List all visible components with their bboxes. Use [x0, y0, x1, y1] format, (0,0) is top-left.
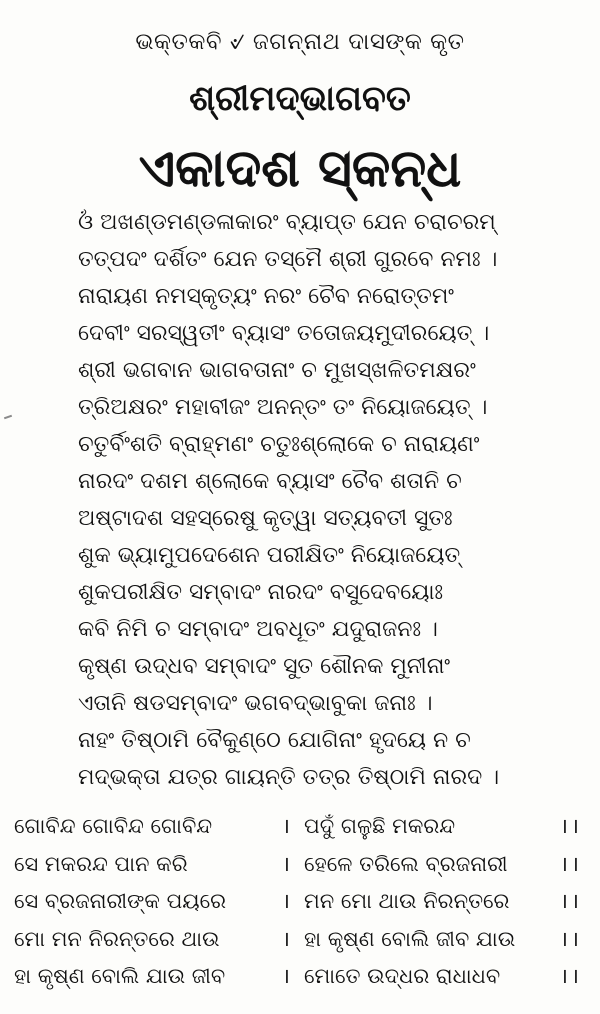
shloka-line: ଏତାନି ଷଡସମ୍ବାଦଂ ଭଗବଦ୍ଭାବୁକା ଜନାଃ । — [78, 691, 433, 716]
odia-verse-block — [0, 808, 600, 996]
shloka-line: ମଦ୍ଭକ୍ତା ଯତ୍ର ଗାୟନ୍ତି ତତ୍ର ତିଷ୍ଠାମି ନାରଦ । — [78, 765, 500, 790]
verse-first-half: ସେ ବ୍ରଜନାରୀଙ୍କ ପୟରେ — [14, 889, 227, 913]
verse-end-mark: ।। — [560, 964, 582, 988]
verse-first-half: ହା କୃଷ୍ଣ ବୋଲି ଯାଉ ଜୀବ — [14, 964, 226, 988]
verse-separator: । — [282, 814, 290, 838]
verse-end-mark: ।। — [560, 851, 582, 876]
verse-second-half: ମୋତେ ଉଦ୍ଧର ରାଧାଧବ — [304, 964, 501, 988]
verse-end-mark: ।। — [560, 889, 582, 913]
verse-second-half: ହେଳେ ତରିଲେ ବ୍ରଜନାରୀ — [304, 851, 508, 876]
shloka-line: ଚତୁର୍ବିଂଶତି ବ୍ରାହ୍ମଣଂ ଚତୁଃଶ୍ଲୋକେ ଚ ନାରାୟଣଂ — [78, 432, 480, 457]
verse-separator: । — [282, 964, 290, 988]
verse-row — [0, 808, 600, 846]
verse-separator: । — [282, 926, 290, 951]
verse-end-mark: ।। — [560, 814, 582, 838]
verse-second-half: ମନ ମୋ ଥାଉ ନିରନ୍ତରେ — [304, 889, 510, 913]
shloka-line: ଓଁ ଅଖଣ୍ଡମଣ୍ଡଳାକାରଂ ବ୍ୟାପ୍ତ ଯେନ ଚରାଚରମ୍ — [78, 210, 496, 235]
shloka-line: ନାରଦଂ ଦଶମ ଶ୍ଲୋକେ ବ୍ୟାସଂ ଚୈବ ଶତାନି ଚ — [78, 469, 462, 494]
shloka-line: ନାରାୟଣ ନମସ୍କୃତ୍ୟଂ ନରଂ ଚୈବ ନରୋତ୍ତମଂ — [78, 284, 454, 309]
shloka-line: ଶ୍ରୀ ଭଗବାନ ଭାଗବତାନାଂ ଚ ମୁଖସ୍ଖଳିତମକ୍ଷରଂ — [78, 358, 476, 383]
verse-first-half: ଗୋବିନ୍ଦ ଗୋବିନ୍ଦ ଗୋବିନ୍ଦ — [14, 814, 213, 838]
verse-separator: । — [282, 889, 290, 913]
shloka-line: ଶୁକ ଭ୍ୟାମୁପଦେଶେନ ପରୀକ୍ଷିତଂ ନିୟୋଜୟେତ୍ — [78, 543, 461, 568]
verse-row — [0, 883, 600, 921]
shloka-line: କବି ନିମି ଚ ସମ୍ବାଦଂ ଅବଧୂତଂ ଯଦୁରାଜନଃ । — [78, 617, 438, 642]
shloka-line: ନାହଂ ତିଷ୍ଠାମି ବୈକୁଣ୍ଠେ ଯୋଗିନାଂ ହୃଦୟେ ନ ଚ — [78, 728, 471, 753]
scan-edge-mark — [4, 415, 12, 420]
shloka-line: ଦେବୀଂ ସରସ୍ୱତୀଂ ବ୍ୟାସଂ ତତୋଜୟମୁଦୀରୟେତ୍ । — [78, 321, 490, 346]
book-title: ଶ୍ରୀମଦ୍ଭାଗବତ — [189, 79, 411, 119]
verse-separator: । — [282, 851, 290, 876]
shloka-line: ତତ୍ପଦଂ ଦର୍ଶିତଂ ଯେନ ତସ୍ମୈ ଶ୍ରୀ ଗୁରବେ ନମଃ । — [78, 247, 498, 272]
verse-second-half: ହା କୃଷ୍ଣ ବୋଲି ଜୀବ ଯାଉ — [304, 926, 516, 951]
verse-second-half: ପଦୁଁ ଗଳୁଛି ମକରନ୍ଦ — [304, 814, 456, 838]
verse-row — [0, 846, 600, 884]
sanskrit-shloka-block — [78, 204, 578, 796]
verse-first-half: ମୋ ମନ ନିରନ୍ତରେ ଥାଉ — [14, 926, 220, 951]
section-title: ଏକାଦଶ ସ୍କନ୍ଧ — [138, 139, 462, 199]
verse-row — [0, 958, 600, 996]
shloka-line: ତ୍ରିଅକ୍ଷରଂ ମହାବୀଜଂ ଅନନ୍ତଂ ତଂ ନିୟୋଜୟେତ୍ । — [78, 395, 488, 420]
author-attribution: ଭକ୍ତକବି ୰ ଜଗନ୍ନାଥ ଦାସଙ୍କ କୃତ — [135, 29, 465, 55]
shloka-line: କୃଷ୍ଣ ଉଦ୍ଧବ ସମ୍ବାଦଂ ସୁତ ଶୌନକ ମୁନୀନାଂ — [78, 654, 451, 679]
verse-row — [0, 921, 600, 959]
shloka-line: ଅଷ୍ଟାଦଶ ସହସ୍ରେଷୁ କୃତ୍ୱା ସତ୍ୟବତୀ ସୁତଃ — [78, 506, 453, 531]
verse-first-half: ସେ ମକରନ୍ଦ ପାନ କରି — [14, 851, 188, 876]
shloka-line: ଶୁକପରୀକ୍ଷିତ ସମ୍ବାଦଂ ନାରଦଂ ବସୁଦେବୟୋଃ — [78, 580, 444, 605]
verse-end-mark: ।। — [560, 926, 582, 951]
